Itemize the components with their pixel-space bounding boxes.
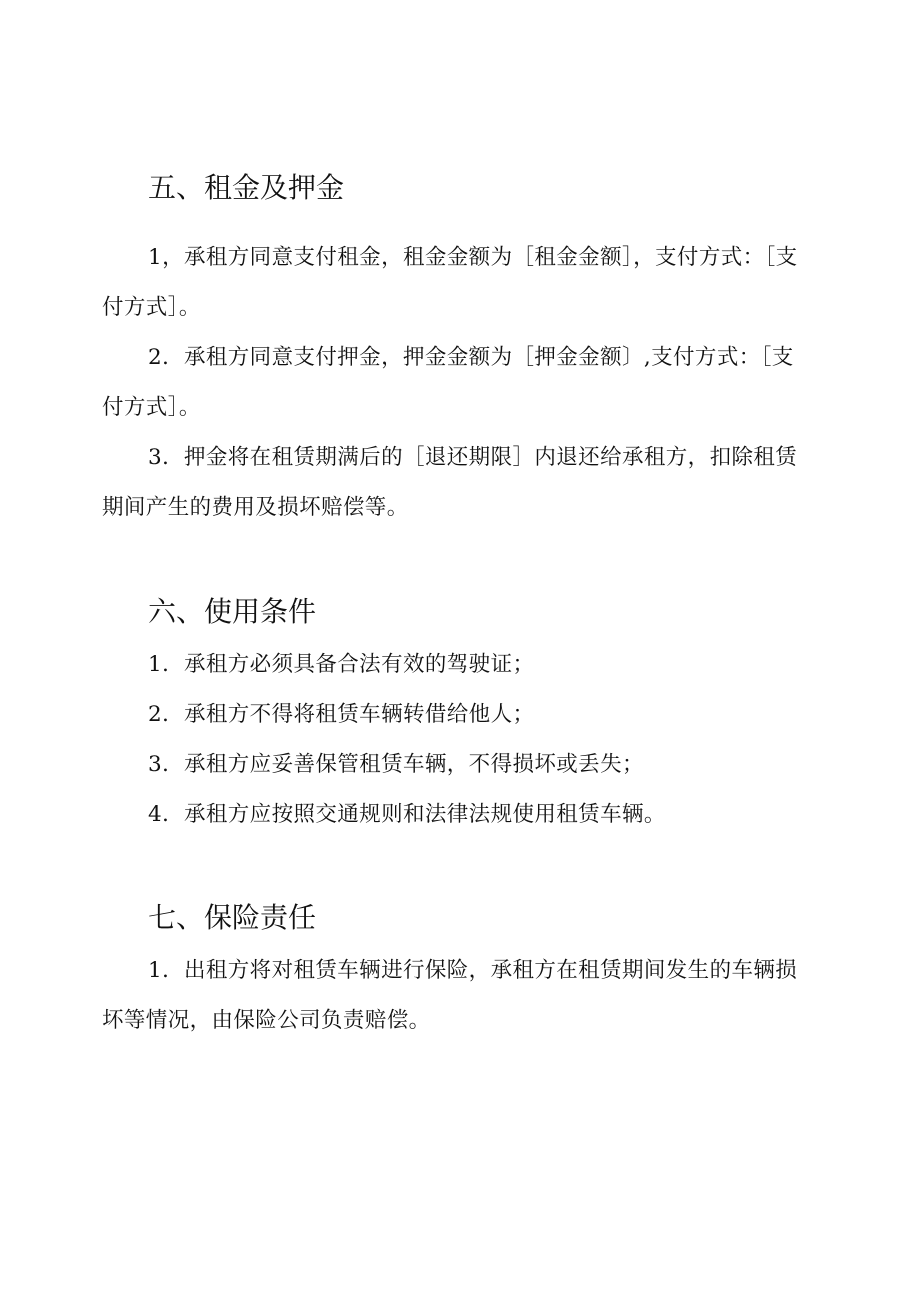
clause-insurance-coverage: 1．出租方将对租赁车辆进行保险，承租方在租赁期间发生的车辆损坏等情况，由保险公司负责赔偿。 — [102, 958, 798, 1033]
section-heading-usage-conditions: 六、使用条件 — [148, 595, 317, 628]
clause-safekeeping: 3．承租方应妥善保管租赁车辆，不得损坏或丢失； — [148, 752, 644, 777]
clause-no-sublending: 2．承租方不得将租赁车辆转借给他人； — [148, 702, 535, 727]
clause-deposit-refund: 3．押金将在租赁期满后的［退还期限］内退还给承租方，扣除租赁期间产生的费用及损坏赔偿等。 — [102, 445, 798, 520]
clause-rent-payment: 1，承租方同意支付租金，租金金额为［租金金额］，支付方式：［支付方式］。 — [102, 245, 798, 320]
section-heading-rent-deposit: 五、租金及押金 — [148, 171, 345, 204]
clause-driver-license: 1．承租方必须具备合法有效的驾驶证； — [148, 652, 535, 677]
clause-deposit-payment: 2．承租方同意支付押金，押金金额为［押金金额〕,支付方式：［支付方式］。 — [102, 345, 794, 420]
section-heading-insurance: 七、保险责任 — [148, 901, 317, 934]
clause-traffic-rules: 4．承租方应按照交通规则和法律法规使用租赁车辆。 — [148, 802, 666, 827]
